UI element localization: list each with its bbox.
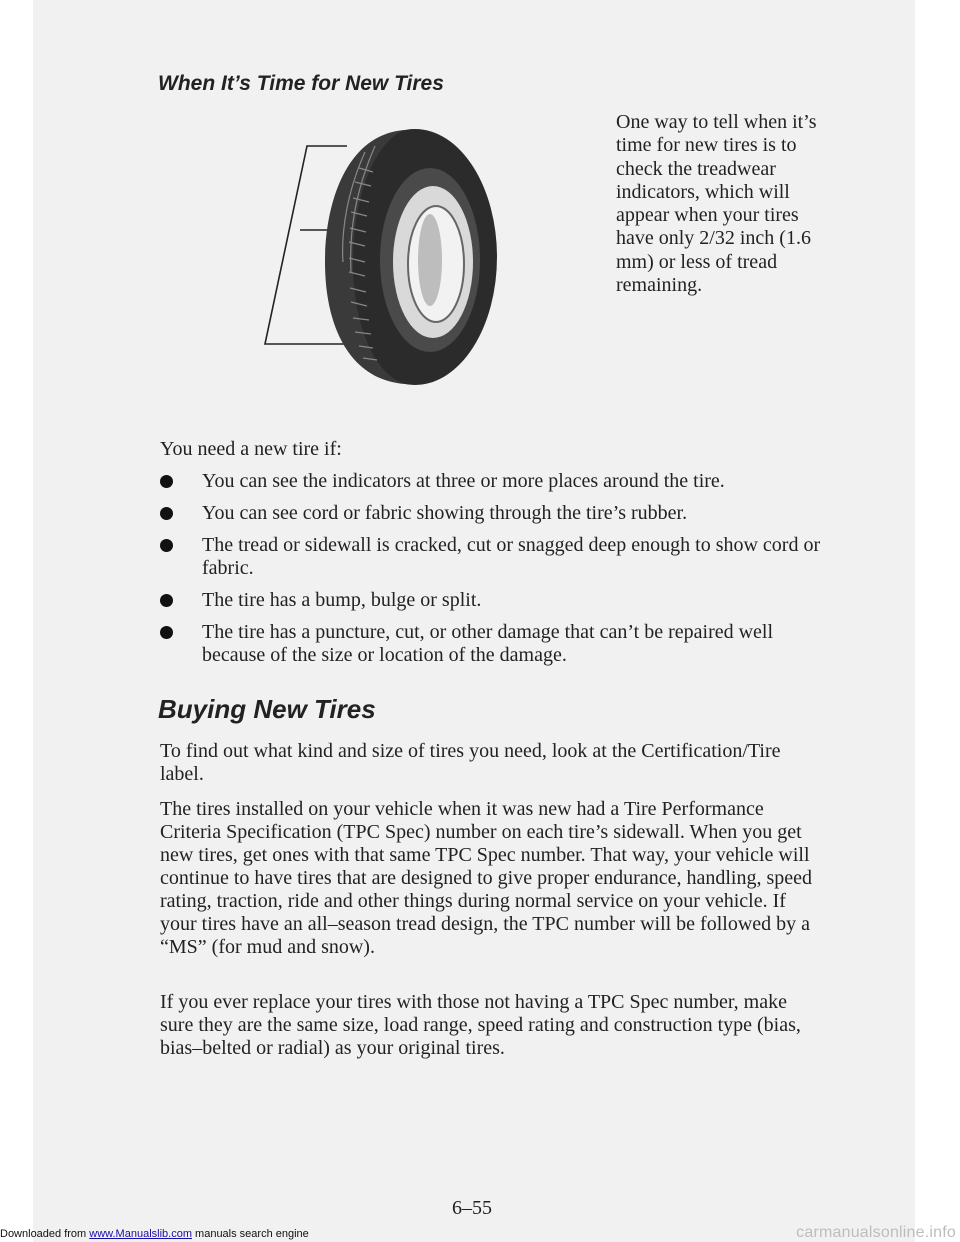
tire-illustration <box>255 112 515 402</box>
buying-heading: Buying New Tires <box>158 694 376 724</box>
page-number: 6–55 <box>452 1197 492 1219</box>
list-item: You can see cord or fabric showing through the tire’s rubber. <box>160 502 840 525</box>
list-item: The tire has a bump, bulge or split. <box>160 589 840 612</box>
intro-text: One way to tell when it’s time for new tires is to check the treadwear indicators, which will appear when your tires have only 2/32 inch (1.6 mm) or less of tread remaining. <box>616 111 817 297</box>
list-item: You can see the indicators at three or more places around the tire. <box>160 470 840 493</box>
bullet-list <box>160 470 840 676</box>
section-heading: When It’s Time for New Tires <box>158 72 444 95</box>
site-watermark: carmanualsonline.info <box>796 1224 956 1241</box>
list-item: The tire has a puncture, cut, or other damage that can’t be repaired well because of the size or location of the damage. <box>160 621 840 667</box>
download-watermark: Downloaded from www.Manualslib.com manuals search engine <box>0 1228 309 1240</box>
bullet-icon <box>160 475 173 488</box>
bullet-icon <box>160 626 173 639</box>
bullet-icon <box>160 539 173 552</box>
list-item: The tread or sidewall is cracked, cut or snagged deep enough to show cord or fabric. <box>160 534 840 580</box>
paragraph-certification: To find out what kind and size of tires you need, look at the Certification/Tire label. <box>160 740 781 785</box>
paragraph-replacement: If you ever replace your tires with those not having a TPC Spec number, make sure they are the same size, load range, speed rating and construction type (bias, bias–belted or radial) as your original tires. <box>160 991 801 1059</box>
manualslib-link[interactable]: www.Manualslib.com <box>89 1228 192 1240</box>
bullet-icon <box>160 594 173 607</box>
paragraph-tpc-spec: The tires installed on your vehicle when it was new had a Tire Performance Criteria Specification (TPC Spec) number on each tire’s sidewall. When you get new tires, get ones with that same TPC Spec number. That way, your vehicle will continue to have tires that are designed to give proper endurance, handling, speed rating, traction, ride and other things during normal service on your vehicle. If your tires have an all–season tread design, the TPC number will be followed by a “MS” (for mud and snow). <box>160 798 812 958</box>
bullet-icon <box>160 507 173 520</box>
lead-text: You need a new tire if: <box>160 438 342 460</box>
